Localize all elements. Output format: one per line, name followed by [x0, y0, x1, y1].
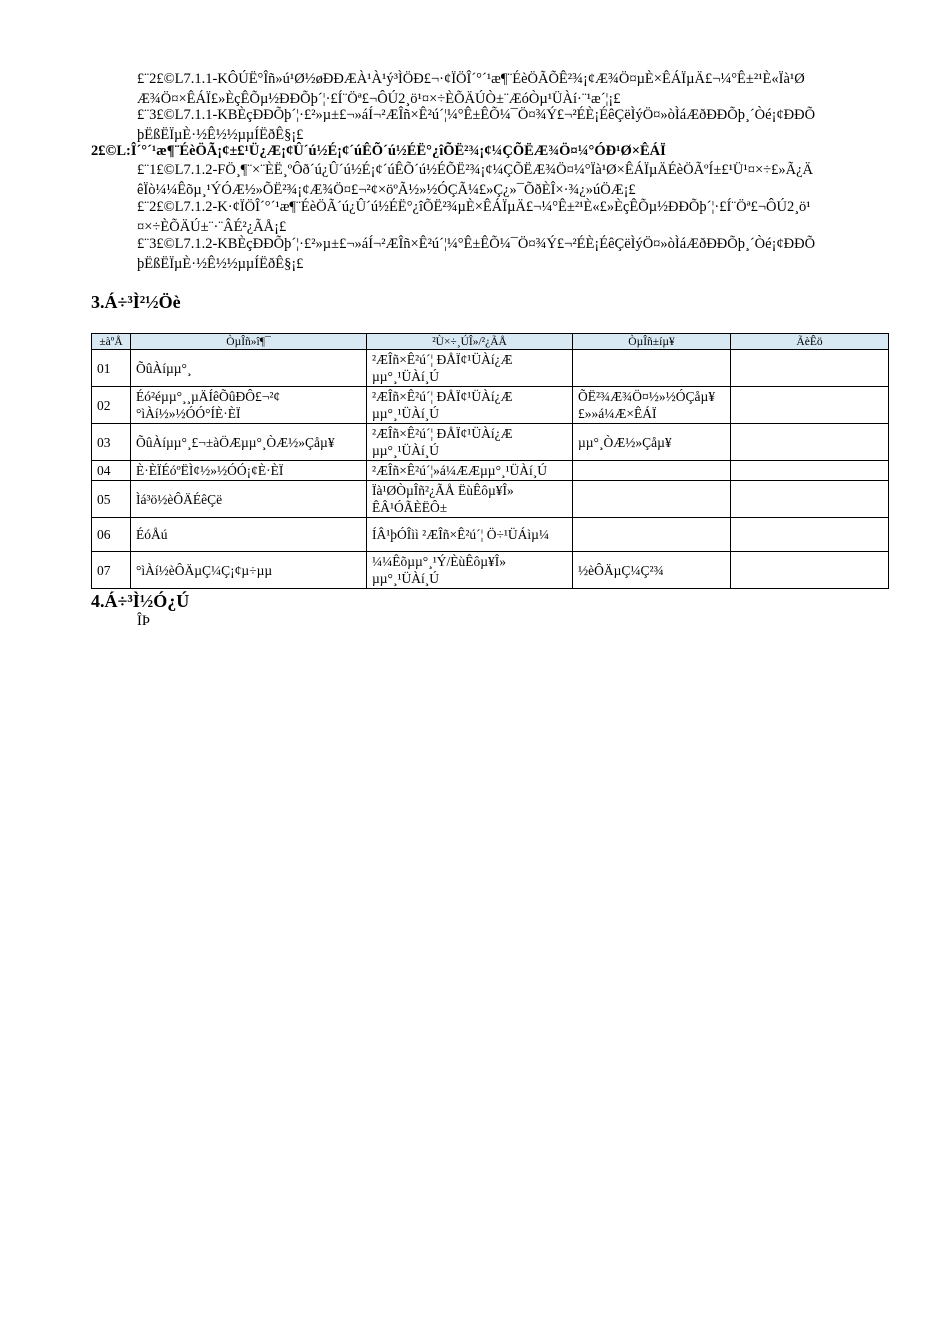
text-line: £¨3£©L7.1.2-KBÈçÐÐÕþ´¦·£²»µ±£¬»áÍ¬²ÆÎñ×Ê²ú´¦¼°Ê±ÊÕ¼¯Ö¤¾Ý£¬²ÉÈ¡ÉêÇëÌýÖ¤»òÌáÆðÐÐÕþ¸´Òé¡¢ÐÐÕ	[137, 236, 816, 252]
risk-point-heading	[91, 141, 666, 161]
cell-department: ²ÆÎñ×Ê²ú´¦»á¼ÆÆµµ°¸¹ÜÀí¸Ú	[367, 461, 573, 481]
cell-activity: Ìá³ö½èÔÄÉêÇë	[131, 481, 367, 518]
header-department: ²Ù×÷¸ÚÎ»/²¿ÃÅ	[367, 334, 573, 350]
table-row	[92, 552, 889, 589]
header-number: ±àºÅ	[92, 334, 131, 350]
table-header-row	[92, 334, 889, 350]
cell-description	[731, 424, 889, 461]
table-row	[92, 481, 889, 518]
cell-description	[731, 481, 889, 518]
cell-department: ²ÆÎñ×Ê²ú´¦ ÐÅÏ¢¹ÜÀí¿Æ µµ°¸¹ÜÀí¸Ú	[367, 424, 573, 461]
process-steps-table	[91, 333, 889, 589]
cell-number: 03	[92, 424, 131, 461]
text-line: £¨2£©L7.1.1-KÔÚË°Îñ»ú¹Ø½øÐÐÆÀ¹À¹ý³ÌÖÐ£¬·¢ÏÖÎ´°´¹æ¶¨ÉèÖÃÕÊ²¾¡¢Æ¾Ö¤µÈ×ÊÁÏµÄ£¬¼°Ê±²¹È«Ïà¹Ø	[137, 71, 805, 87]
table-row	[92, 387, 889, 424]
cell-form: ÕË²¾Æ¾Ö¤½»½ÓÇåµ¥£»»á¼Æ×ÊÁÏ	[573, 387, 731, 424]
cell-number: 02	[92, 387, 131, 424]
cell-activity: ÕûÀíµµ°¸	[131, 350, 367, 387]
text-line: £¨3£©L7.1.1-KBÈçÐÐÕþ´¦·£²»µ±£¬»áÍ¬²ÆÎñ×Ê²ú´¦¼°Ê±ÊÕ¼¯Ö¤¾Ý£¬²ÉÈ¡ÉêÇëÌýÖ¤»òÌáÆðÐÐÕþ¸´Òé¡¢ÐÐÕ	[137, 107, 816, 123]
header-form: ÒµÎñ±íµ¥	[573, 334, 731, 350]
table-row	[92, 350, 889, 387]
cell-department: ¼¼Êõµµ°¸¹Ý/ÈùÊôµ¥Î» µµ°¸¹ÜÀí¸Ú	[367, 552, 573, 589]
section-3-heading: 3.Á÷³Ì²½Öè	[91, 292, 181, 312]
cell-department: ²ÆÎñ×Ê²ú´¦ ÐÅÏ¢¹ÜÀí¿Æ µµ°¸¹ÜÀí¸Ú	[367, 387, 573, 424]
cell-activity: Éó²éµµ°¸¸µÄÍêÕûÐÔ£¬²¢°ìÀí½»½ÓÓ°ÍÈ·ÈÏ	[131, 387, 367, 424]
cell-form	[573, 350, 731, 387]
header-activity: ÒµÎñ»î¶¯	[131, 334, 367, 350]
text-line: £¨2£©L7.1.2-K·¢ÏÖÎ´°´¹æ¶¨ÉèÖÃ´ú¿Û´ú½ÉË°¿îÕË²¾µÈ×ÊÁÏµÄ£¬¼°Ê±²¹È«£»ÈçÊÕµ½ÐÐÕþ´¦·£Í¨Öª£¬ÔÚ2¸ö¹	[137, 199, 811, 215]
section-4-heading: 4.Á÷³Ì½Ó¿Ú	[91, 591, 190, 611]
cell-form: ½èÔÄµÇ¼Ç²¾	[573, 552, 731, 589]
cell-activity: ÕûÀíµµ°¸£¬±àÖÆµµ°¸ÒÆ½»Çåµ¥	[131, 424, 367, 461]
cell-form	[573, 518, 731, 552]
text-line: ¤×÷ÈÕÄÚ±¨·¨ÂÉ²¿ÃÅ¡£	[137, 219, 287, 235]
cell-activity: °ìÀí½èÔÄµÇ¼Ç¡¢µ÷µµ	[131, 552, 367, 589]
cell-description	[731, 552, 889, 589]
text-line: £¨1£©L7.1.2-FÖ¸¶¨×¨ÈË¸ºÔð´ú¿Û´ú½É¡¢´úÊÕ´ú½ÉÕË²¾¡¢¼ÇÕËÆ¾Ö¤¼°Ïà¹Ø×ÊÁÏµÄÉèÖÃºÍ±£¹Ü¹¤×÷£»Ã¿Ä	[137, 162, 814, 178]
cell-department: ÍÂ¹þÓÎìì ²ÆÎñ×Ê²ú´¦ Ö÷¹ÜÁìµ¼	[367, 518, 573, 552]
cell-number: 04	[92, 461, 131, 481]
text-line: 2£©L:Î´°´¹æ¶¨ÉèÖÃ¡¢±£¹Ü¿Æ¡¢Û´ú½É¡¢´úÊÕ´ú½ÉË°¿îÕË²¾¡¢¼ÇÕËÆ¾Ö¤¼°ÓÐ¹Ø×ÊÁÏ	[91, 143, 666, 159]
cell-form: µµ°¸ÒÆ½»Çåµ¥	[573, 424, 731, 461]
paragraph-measure-2	[137, 69, 805, 109]
table-row	[92, 518, 889, 552]
text-line: êÏò¼¼Êõµ¸¹ÝÓÆ½»ÕË²¾¡¢Æ¾Ö¤£¬²¢×öºÃ½»½ÓÇÃ¼£»Ç¿»¯ÕðÈÎ×·¾¿»úÖÆ¡£	[137, 182, 636, 198]
paragraph-measure-1b	[137, 160, 813, 200]
paragraph-measure-2b	[137, 197, 811, 237]
paragraph-measure-3	[137, 105, 815, 145]
cell-number: 07	[92, 552, 131, 589]
cell-description	[731, 350, 889, 387]
cell-form	[573, 481, 731, 518]
cell-number: 06	[92, 518, 131, 552]
text-line: þËßËÏµÈ·½Ê½½µµÍËðÊ§¡£	[137, 256, 304, 272]
cell-activity: È·ÈÏÉóºËÌ¢½»½ÓÓ¡¢È·ÈÏ	[131, 461, 367, 481]
paragraph-measure-3b	[137, 234, 815, 274]
header-description: ÃèÊö	[731, 334, 889, 350]
text-line: Æ¾Ö¤×ÊÁÏ£»ÈçÊÕµ½ÐÐÕþ´¦·£Í¨Öª£¬ÔÚ2¸ö¹¤×÷ÈÕÄÚÒ±¨ÆóÒµ¹ÜÀí·¨¹æ´¦¡£	[137, 91, 621, 107]
cell-activity: ÉóÅú	[131, 518, 367, 552]
cell-department: Ïà¹ØÒµÎñ²¿ÃÅ ËùÊôµ¥Î» ÊÂ¹ÓÃÈËÔ±	[367, 481, 573, 518]
cell-number: 05	[92, 481, 131, 518]
cell-form	[573, 461, 731, 481]
cell-department: ²ÆÎñ×Ê²ú´¦ ÐÅÏ¢¹ÜÀí¿Æ µµ°¸¹ÜÀí¸Ú	[367, 350, 573, 387]
cell-description	[731, 387, 889, 424]
table-row	[92, 424, 889, 461]
cell-description	[731, 461, 889, 481]
text-line: þËßËÏµÈ·½Ê½½µµÍËðÊ§¡£	[137, 127, 304, 143]
cell-number: 01	[92, 350, 131, 387]
cell-description	[731, 518, 889, 552]
table-row	[92, 461, 889, 481]
section-4-body: ÎÞ	[137, 613, 150, 629]
